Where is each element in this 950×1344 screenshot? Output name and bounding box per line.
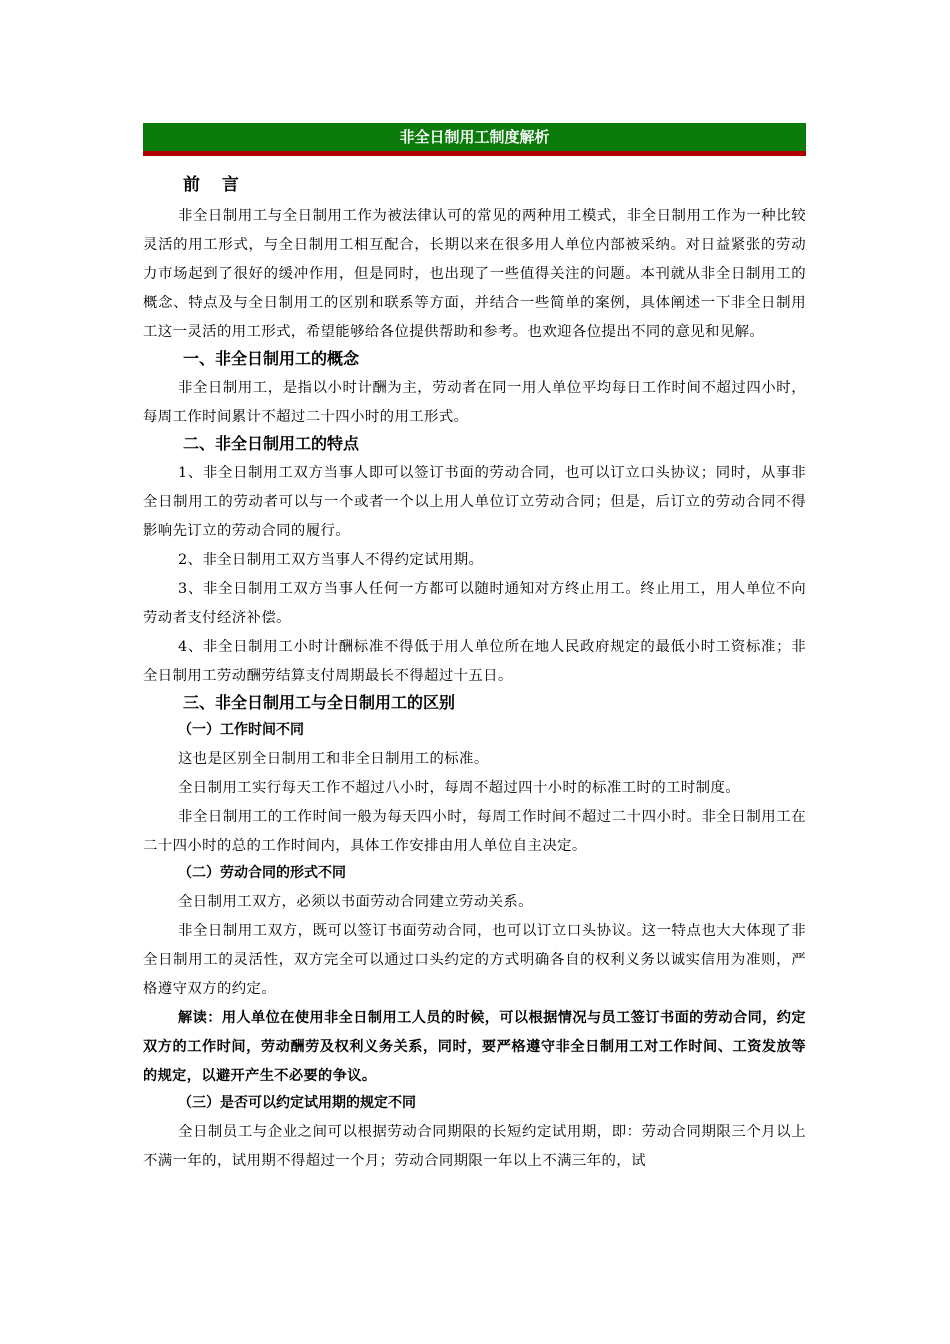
section3-sub2-note: 解读：用人单位在使用非全日制用工人员的时候，可以根据情况与员工签订书面的劳动合同，约定双方的工作时间，劳动酬劳及权利义务关系，同时，要严格遵守非全日制用工对工作时间、工资发放等的规定，以避开产生不必要的争议。	[143, 1010, 806, 1084]
section3-sub2-paragraph-2: 非全日制用工双方，既可以签订书面劳动合同，也可以订立口头协议。这一特点也大大体现了非全日制用工的灵活性，双方完全可以通过口头约定的方式明确各自的权利义务以诚实信用为准则，严格遵守双方的约定。	[143, 923, 806, 997]
section3-sub3-paragraph: 全日制员工与企业之间可以根据劳动合同期限的长短约定试用期，即：劳动合同期限三个月以上不满一年的，试用期不得超过一个月；劳动合同期限一年以上不满三年的，试	[143, 1124, 806, 1169]
section3-sub1-heading: （一）工作时间不同	[178, 722, 304, 738]
section1-heading: 一、非全日制用工的概念	[183, 349, 360, 368]
document-body	[143, 174, 806, 1176]
preface-paragraph: 非全日制用工与全日制用工作为被法律认可的常见的两种用工模式，非全日制用工作为一种比较灵活的用工形式，与全日制用工相互配合，长期以来在很多用人单位内部被采纳。对日益紧张的劳动力市场起到了很好的缓冲作用，但是同时，也出现了一些值得关注的问题。本刊就从非全日制用工的概念、特点及与全日制用工的区别和联系等方面，并结合一些简单的案例，具体阐述一下非全日制用工这一灵活的用工形式，希望能够给各位提供帮助和参考。也欢迎各位提出不同的意见和见解。	[143, 208, 806, 340]
section3-sub2-paragraph-1: 全日制用工双方，必须以书面劳动合同建立劳动关系。	[178, 894, 533, 910]
section2-heading: 二、非全日制用工的特点	[183, 434, 360, 453]
section3-sub1-paragraph-2: 全日制用工实行每天工作不超过八小时，每周不超过四十小时的标准工时的工时制度。	[178, 780, 741, 796]
section3-sub1-paragraph-1: 这也是区别全日制用工和非全日制用工的标准。	[178, 751, 489, 767]
section2-item-1: 1、非全日制用工双方当事人即可以签订书面的劳动合同，也可以订立口头协议；同时，从事非全日制用工的劳动者可以与一个或者一个以上用人单位订立劳动合同；但是，后订立的劳动合同不得影响先订立的劳动合同的履行。	[143, 465, 806, 539]
preface-heading: 前 言	[183, 175, 247, 195]
section2-item-2: 2、非全日制用工双方当事人不得约定试用期。	[178, 552, 484, 568]
section2-item-4: 4、非全日制用工小时计酬标准不得低于用人单位所在地人民政府规定的最低小时工资标准；非全日制用工劳动酬劳结算支付周期最长不得超过十五日。	[143, 639, 806, 684]
section2-item-3: 3、非全日制用工双方当事人任何一方都可以随时通知对方终止用工。终止用工，用人单位不向劳动者支付经济补偿。	[143, 581, 806, 626]
document-title: 非全日制用工制度解析	[143, 123, 806, 151]
title-underline	[143, 151, 806, 156]
document-page	[143, 123, 806, 1176]
section3-sub1-paragraph-3: 非全日制用工的工作时间一般为每天四小时，每周工作时间不超过二十四小时。非全日制用工在二十四小时的总的工作时间内，具体工作安排由用人单位自主决定。	[143, 809, 806, 854]
section1-paragraph: 非全日制用工，是指以小时计酬为主，劳动者在同一用人单位平均每日工作时间不超过四小时，每周工作时间累计不超过二十四小时的用工形式。	[143, 380, 806, 425]
section3-heading: 三、非全日制用工与全日制用工的区别	[183, 693, 456, 712]
section3-sub2-heading: （二）劳动合同的形式不同	[178, 865, 346, 881]
section3-sub3-heading: （三）是否可以约定试用期的规定不同	[178, 1095, 416, 1111]
